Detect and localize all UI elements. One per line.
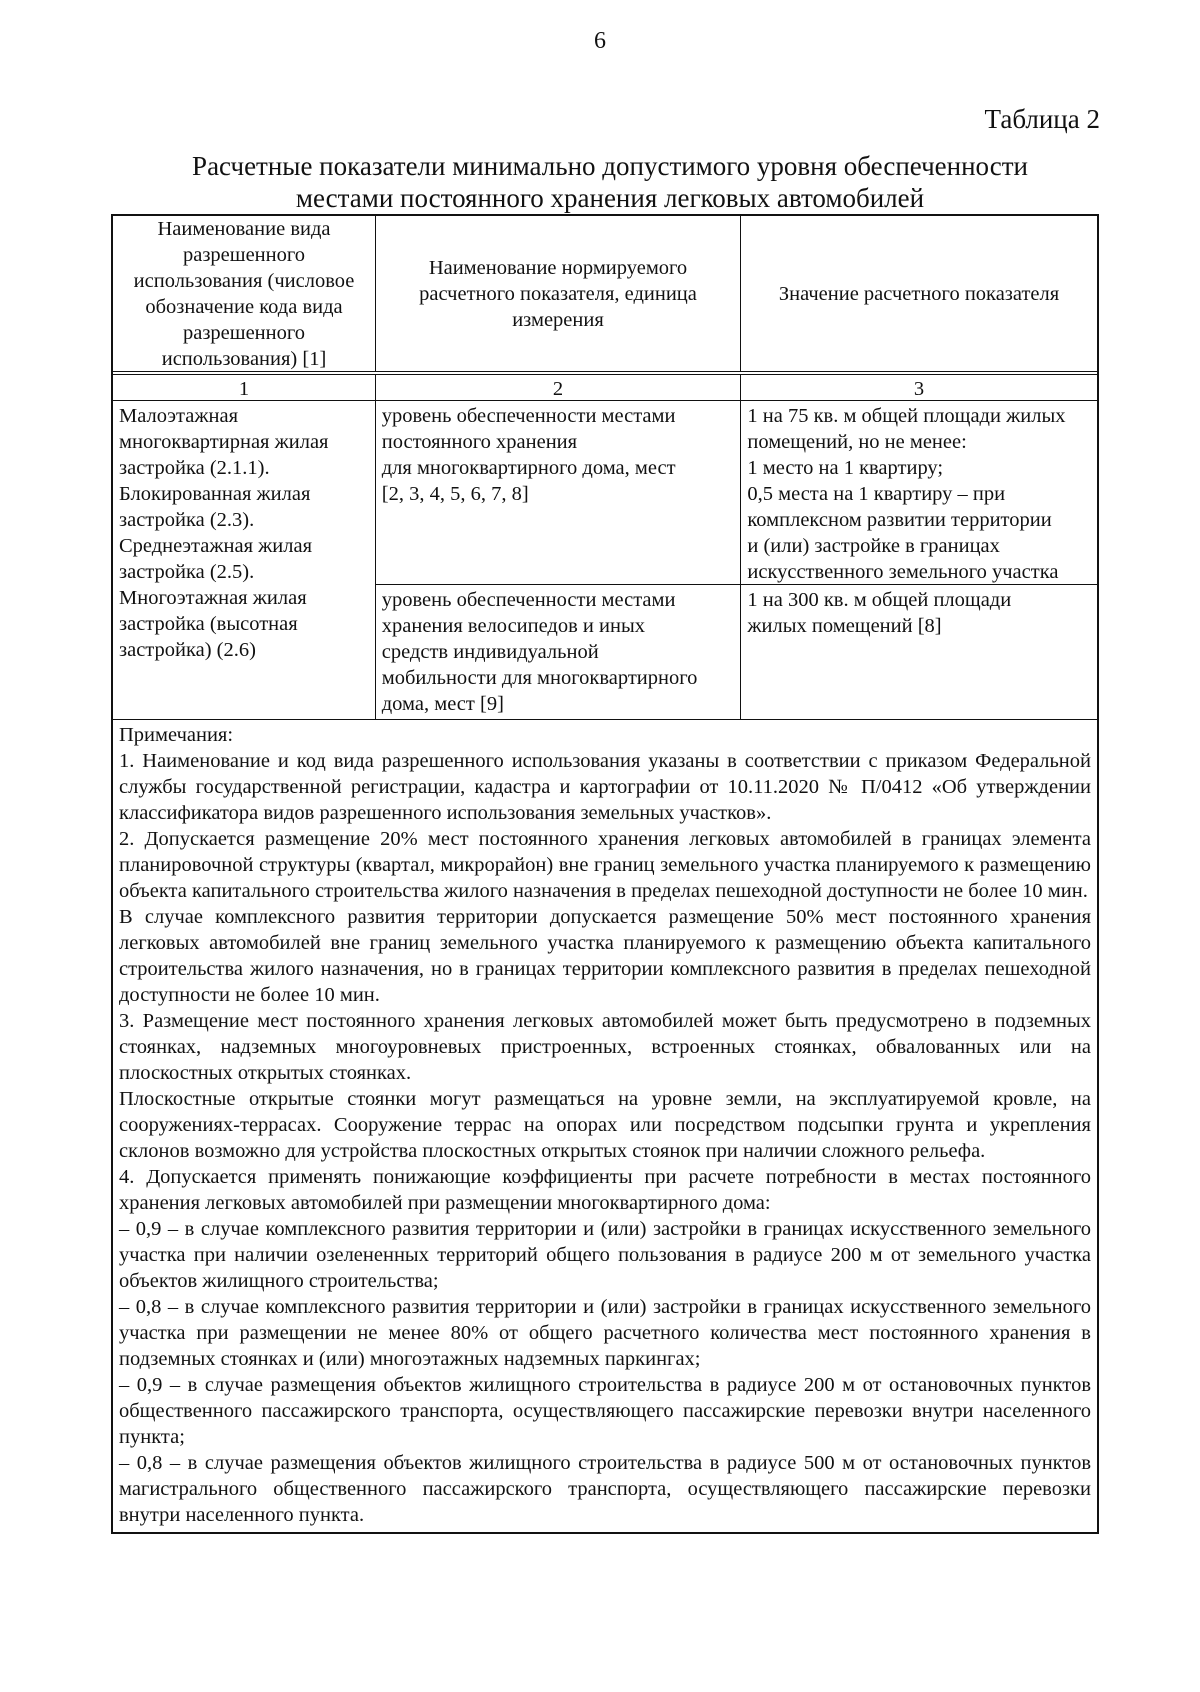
table-data-row — [113, 401, 1097, 719]
notes-section — [113, 719, 1097, 1532]
value-line: и (или) застройке в границах — [747, 535, 1000, 557]
notes-heading: Примечания: — [119, 724, 234, 746]
use-type-line: Среднеэтажная жилая — [119, 535, 313, 557]
column-number: 2 — [376, 375, 741, 400]
table-title — [110, 150, 1110, 214]
header-col2: Наименование нормируемого расчетного показателя, единица измерения — [376, 216, 741, 371]
value-line: искусственного земельного участка — [747, 561, 1059, 583]
column-number-row — [113, 371, 1097, 401]
column-number: 1 — [113, 375, 376, 400]
header-col1: Наименование вида разрешенного использования (числовое обозначение кода вида разрешенного использования) [1] — [113, 216, 376, 371]
use-type-line: Малоэтажная — [119, 405, 239, 427]
note-paragraph: 4. Допускается применять понижающие коэффициенты при расчете потребности в местах постоянного хранения легковых автомобилей при размещении многоквартирного дома: — [119, 1166, 1091, 1214]
indicator-cell-bicycles — [376, 585, 741, 719]
indicator-column — [376, 401, 742, 719]
table-title-line: Расчетные показатели минимально допустимого уровня обеспеченности — [192, 151, 1028, 181]
value-line: 0,5 места на 1 квартиру – при — [747, 483, 1006, 505]
note-paragraph: 2. Допускается размещение 20% мест постоянного хранения легковых автомобилей в границах элемента планировочной структуры (квартал, микрорайон) вне границ земельного участка планируемого к размещению объекта капитального строительства жилого назначения в пределах пешеходной доступности не более 10 мин. — [119, 828, 1091, 902]
indicator-line: уровень обеспеченности местами — [381, 405, 676, 427]
use-type-line: многоквартирная жилая — [119, 431, 329, 453]
header-col3: Значение расчетного показателя — [778, 282, 1060, 305]
value-line: 1 на 75 кв. м общей площади жилых — [747, 405, 1066, 427]
use-type-line: Многоэтажная жилая — [119, 587, 307, 609]
indicator-line: мобильности для многоквартирного — [381, 667, 698, 689]
use-type-line: застройка (2.5). — [119, 561, 255, 583]
indicator-line: средств индивидуальной — [381, 641, 599, 663]
value-column — [741, 401, 1097, 719]
page-number: 6 — [594, 28, 606, 54]
use-type-line: Блокированная жилая — [119, 483, 311, 505]
value-cell-bicycles — [741, 585, 1097, 719]
value-line: 1 на 300 кв. м общей площади — [747, 589, 1012, 611]
column-number: 3 — [913, 378, 925, 400]
note-paragraph: – 0,8 – в случае размещения объектов жилищного строительства в радиусе 500 м от остановочных пунктов магистрального общественного пассажирского транспорта, осуществляющего пассажирские перевозки внутри населенного пункта. — [119, 1452, 1091, 1526]
table-title-line: местами постоянного хранения легковых автомобилей — [295, 183, 925, 213]
use-type-cell — [113, 401, 376, 719]
note-paragraph: В случае комплексного развития территории допускается размещение 50% мест постоянного хранения легковых автомобилей вне границ земельного участка планируемого к размещению объекта капитального строительства жилого назначения, но в границах территории комплексного развития в пределах пешеходной доступности не более 10 мин. — [119, 906, 1091, 1006]
value-line: 1 место на 1 квартиру; — [747, 457, 944, 479]
indicator-cell-parking — [376, 401, 741, 585]
table-header-row — [113, 216, 1097, 371]
table-label: Таблица 2 — [984, 104, 1100, 134]
note-paragraph: 1. Наименование и код вида разрешенного использования указаны в соответствии с приказом Федеральной службы государственной регистрации, кадастра и картографии от 10.11.2020 № П/0412 «Об утверждении классификатора видов разрешенного использования земельных участков». — [119, 750, 1091, 824]
indicator-line: дома, мест [9] — [381, 693, 504, 715]
value-line: комплексном развитии территории — [747, 509, 1052, 531]
indicators-table — [111, 214, 1099, 1534]
indicator-line: постоянного хранения — [381, 431, 578, 453]
note-paragraph: – 0,8 – в случае комплексного развития территории и (или) застройки в границах искусственного земельного участка при размещении не менее 80% от общего расчетного количества мест постоянного хранения в подземных стоянках и (или) многоэтажных надземных паркингах; — [119, 1296, 1091, 1370]
value-cell-parking — [741, 401, 1097, 585]
note-paragraph: Плоскостные открытые стоянки могут размещаться на уровне земли, на эксплуатируемой кровле, на сооружениях-террасах. Сооружение террас на опорах или посредством подсыпки грунта и укрепления склонов возможно для устройства плоскостных открытых стоянок при наличии сложного рельефа. — [119, 1088, 1091, 1162]
value-line: жилых помещений [8] — [747, 615, 942, 637]
indicator-line: [2, 3, 4, 5, 6, 7, 8] — [381, 483, 529, 505]
value-line: помещений, но не менее: — [747, 431, 967, 453]
use-type-line: застройка (2.1.1). — [119, 457, 270, 479]
note-paragraph: – 0,9 – в случае комплексного развития территории и (или) застройки в границах искусственного земельного участка при наличии озелененных территорий общего пользования в радиусе 200 м от земельного участка объектов жилищного строительства; — [119, 1218, 1091, 1292]
use-type-line: застройка (2.3). — [119, 509, 255, 531]
note-paragraph: – 0,9 – в случае размещения объектов жилищного строительства в радиусе 200 м от остановочных пунктов общественного пассажирского транспорта, осуществляющего пассажирские перевозки внутри населенного пункта; — [119, 1374, 1091, 1448]
use-type-line: застройка (высотная — [119, 613, 298, 635]
use-type-line: застройка) (2.6) — [119, 639, 256, 661]
note-paragraph: 3. Размещение мест постоянного хранения легковых автомобилей может быть предусмотрено в подземных стоянках, надземных многоуровневых пристроенных, встроенных стоянках, обвалованных или на плоскостных открытых стоянках. — [119, 1010, 1091, 1084]
indicator-line: для многоквартирного дома, мест — [381, 457, 676, 479]
indicator-line: уровень обеспеченности местами — [381, 589, 676, 611]
indicator-line: хранения велосипедов и иных — [381, 615, 645, 637]
